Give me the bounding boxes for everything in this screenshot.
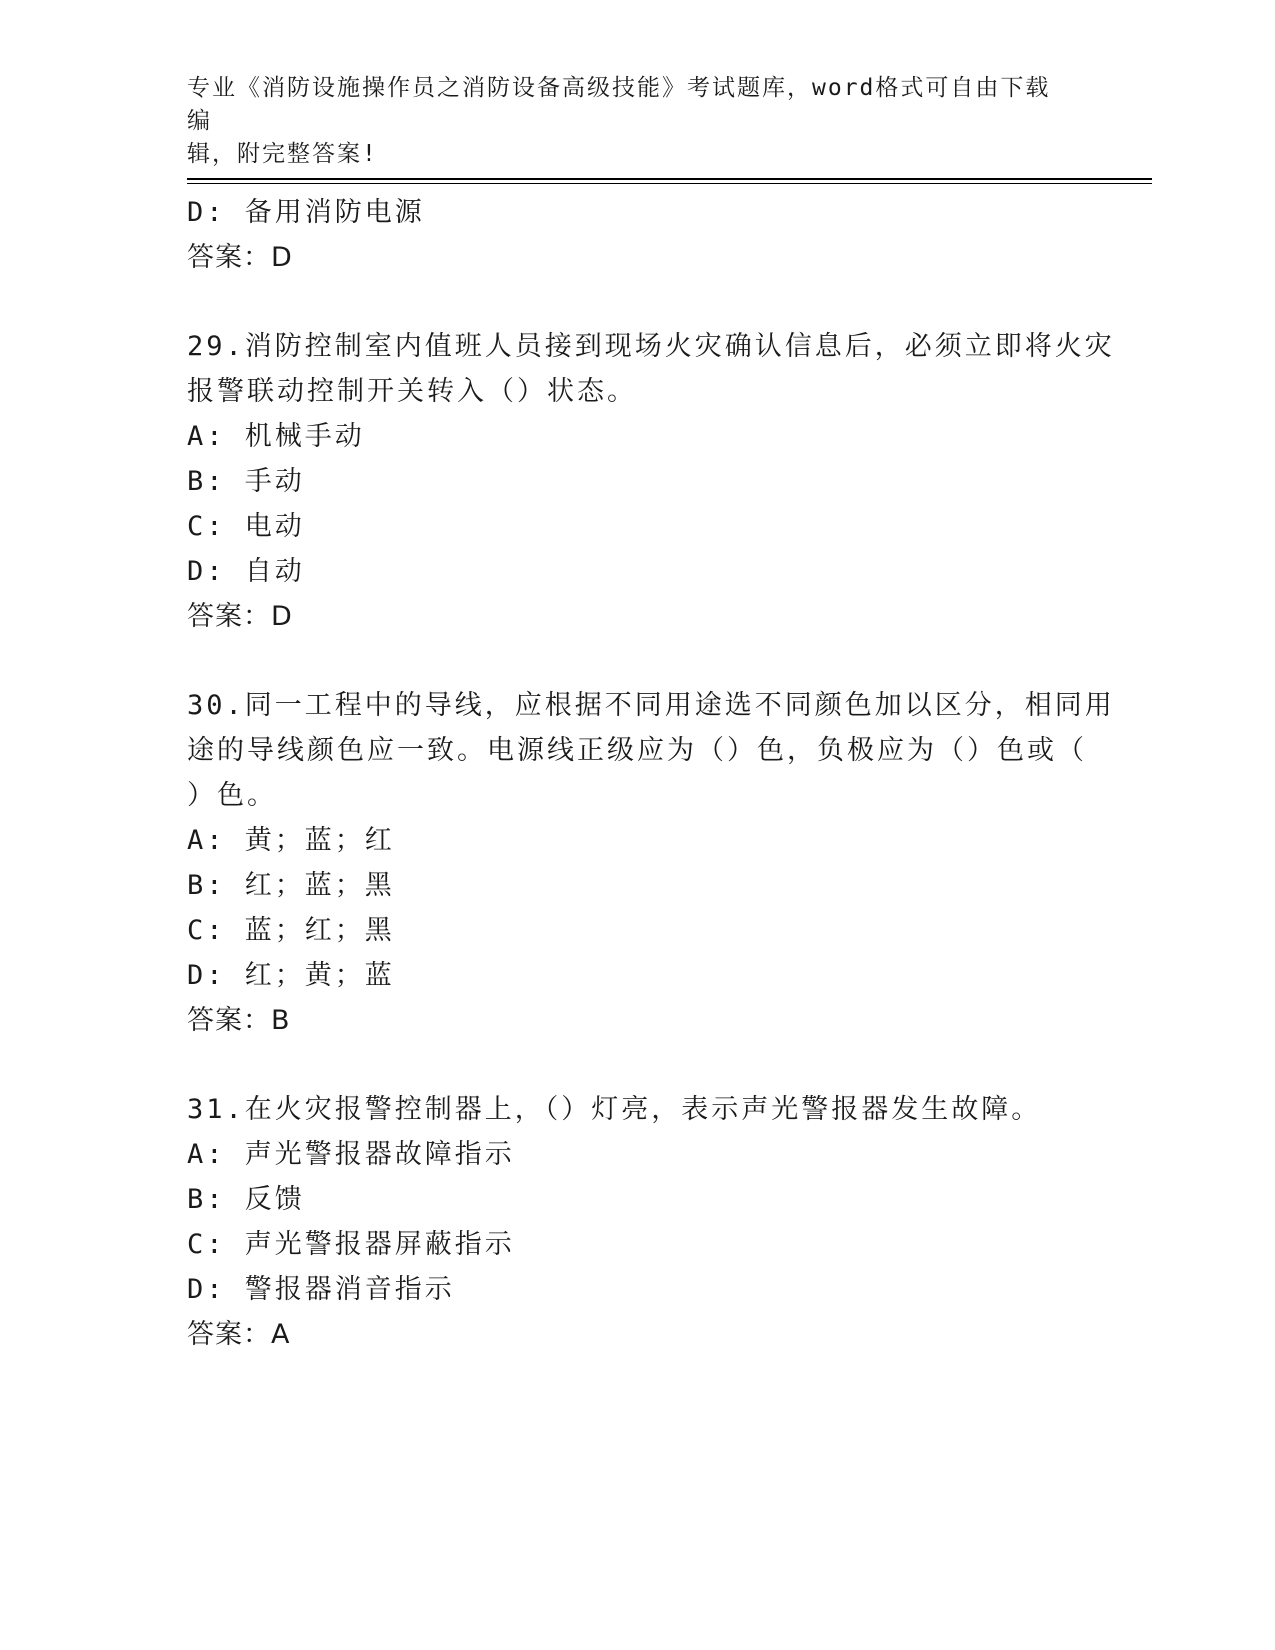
answer-line: 答案：B	[187, 1005, 291, 1036]
option-b: B: 反馈	[187, 1184, 305, 1215]
question-text-line: 31.在火灾报警控制器上，（）灯亮，表示声光警报器发生故障。	[187, 1094, 1042, 1125]
option-c: C: 电动	[187, 511, 305, 542]
answer-line: 答案：D	[187, 601, 293, 632]
option-c: C: 声光警报器屏蔽指示	[187, 1229, 515, 1260]
header-line-2: 辑，附完整答案!	[187, 141, 378, 167]
option-b: B: 手动	[187, 466, 305, 497]
header-rule-thin	[187, 183, 1152, 184]
document-header	[187, 72, 1067, 171]
previous-question-tail	[187, 190, 1067, 280]
question-text-line: 报警联动控制开关转入（）状态。	[187, 376, 637, 407]
question-text	[187, 1087, 1067, 1132]
question-text	[187, 324, 1115, 414]
option-a: A: 机械手动	[187, 421, 365, 452]
option-a: A: 黄；蓝；红	[187, 825, 395, 856]
question-31	[187, 1087, 1067, 1357]
question-text	[187, 683, 1115, 818]
header-line-1: 专业《消防设施操作员之消防设备高级技能》考试题库，word格式可自由下载编	[187, 75, 1051, 134]
question-29	[187, 324, 1115, 639]
option-d: D: 备用消防电源	[187, 197, 425, 228]
option-d: D: 警报器消音指示	[187, 1274, 455, 1305]
question-text-line: 29.消防控制室内值班人员接到现场火灾确认信息后，必须立即将火灾	[187, 331, 1115, 362]
question-text-line: 30.同一工程中的导线，应根据不同用途选不同颜色加以区分，相同用	[187, 690, 1115, 721]
question-text-line: 途的导线颜色应一致。电源线正级应为（）色，负极应为（）色或（	[187, 735, 1087, 766]
option-d: D: 自动	[187, 556, 305, 587]
option-a: A: 声光警报器故障指示	[187, 1139, 515, 1170]
answer-line: 答案：A	[187, 1319, 291, 1350]
header-rule-thick	[187, 178, 1152, 180]
option-b: B: 红；蓝；黑	[187, 870, 395, 901]
option-c: C: 蓝；红；黑	[187, 915, 395, 946]
question-text-line: ）色。	[187, 780, 277, 811]
option-d: D: 红；黄；蓝	[187, 960, 395, 991]
question-30	[187, 683, 1115, 1043]
answer-line: 答案：D	[187, 242, 293, 273]
question-content	[187, 190, 1115, 1357]
